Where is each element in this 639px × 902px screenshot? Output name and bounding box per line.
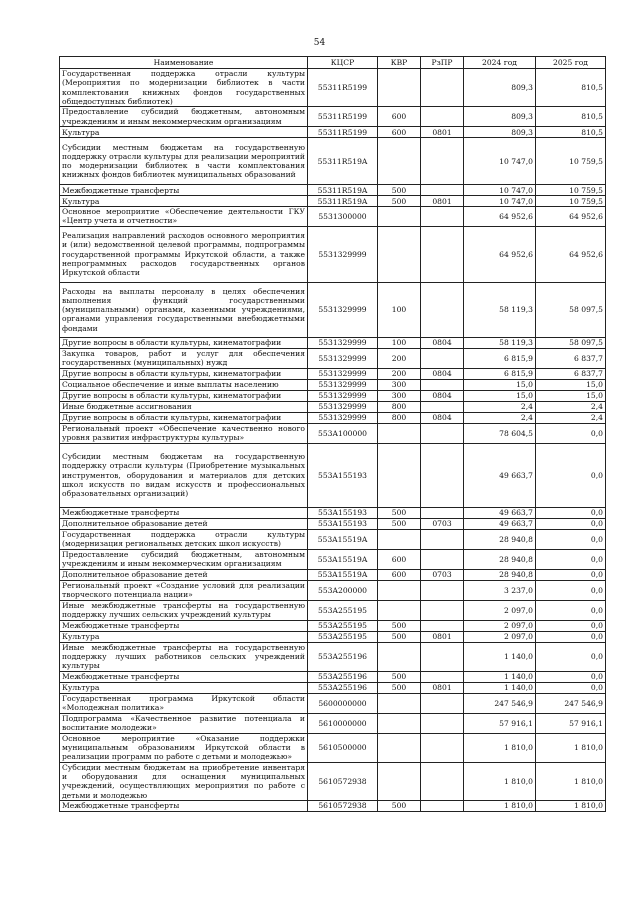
table-row bbox=[60, 507, 606, 518]
cell-kcsr: 5610000000 bbox=[308, 713, 378, 733]
cell-kcsr: 553A255196 bbox=[308, 682, 378, 693]
cell-kvr: 500 bbox=[378, 800, 421, 811]
table-row bbox=[60, 207, 606, 227]
table-row bbox=[60, 580, 606, 600]
table-header-row bbox=[60, 57, 606, 69]
cell-kvr bbox=[378, 207, 421, 227]
cell-2025: 0,0 bbox=[536, 580, 606, 600]
cell-2024: 1 140,0 bbox=[464, 671, 536, 682]
cell-kcsr: 5610572938 bbox=[308, 800, 378, 811]
cell-2024: 10 747,0 bbox=[464, 196, 536, 207]
cell-2024: 57 916,1 bbox=[464, 713, 536, 733]
cell-kcsr: 55311R5199 bbox=[308, 107, 378, 127]
cell-2024: 49 663,7 bbox=[464, 518, 536, 529]
cell-2025: 810,5 bbox=[536, 127, 606, 138]
cell-2025: 0,0 bbox=[536, 600, 606, 620]
cell-2024: 15,0 bbox=[464, 379, 536, 390]
cell-rzpr bbox=[421, 185, 464, 196]
cell-rzpr bbox=[421, 671, 464, 682]
cell-2025: 0,0 bbox=[536, 671, 606, 682]
cell-rzpr bbox=[421, 282, 464, 337]
cell-kvr bbox=[378, 762, 421, 800]
cell-name: Другие вопросы в области культуры, кинематографии bbox=[60, 368, 308, 379]
cell-rzpr: 0801 bbox=[421, 127, 464, 138]
cell-kvr: 500 bbox=[378, 185, 421, 196]
cell-kvr: 500 bbox=[378, 631, 421, 642]
cell-rzpr: 0801 bbox=[421, 196, 464, 207]
budget-table bbox=[59, 56, 606, 812]
cell-2025: 247 546,9 bbox=[536, 693, 606, 713]
cell-kcsr: 553A255195 bbox=[308, 600, 378, 620]
cell-name: Иные межбюджетные трансферты на государственную поддержку лучших сельских учреждений культуры bbox=[60, 600, 308, 620]
cell-kcsr: 5610572938 bbox=[308, 762, 378, 800]
cell-kvr: 500 bbox=[378, 620, 421, 631]
cell-rzpr: 0804 bbox=[421, 368, 464, 379]
cell-kcsr: 553A155193 bbox=[308, 507, 378, 518]
cell-2025: 0,0 bbox=[536, 443, 606, 507]
table-row bbox=[60, 713, 606, 733]
table-row bbox=[60, 518, 606, 529]
cell-rzpr bbox=[421, 733, 464, 762]
cell-kvr bbox=[378, 69, 421, 107]
cell-rzpr bbox=[421, 642, 464, 671]
cell-2025: 15,0 bbox=[536, 379, 606, 390]
cell-name: Культура bbox=[60, 631, 308, 642]
cell-kvr bbox=[378, 693, 421, 713]
table-row bbox=[60, 196, 606, 207]
cell-kvr bbox=[378, 138, 421, 185]
cell-kcsr: 5531329999 bbox=[308, 226, 378, 282]
cell-2024: 3 237,0 bbox=[464, 580, 536, 600]
table-row bbox=[60, 107, 606, 127]
cell-kvr: 200 bbox=[378, 348, 421, 368]
table-row bbox=[60, 69, 606, 107]
cell-kcsr: 553A155193 bbox=[308, 443, 378, 507]
cell-name: Межбюджетные трансферты bbox=[60, 800, 308, 811]
cell-kvr: 200 bbox=[378, 368, 421, 379]
table-row bbox=[60, 671, 606, 682]
cell-kcsr: 5531329999 bbox=[308, 348, 378, 368]
cell-2024: 6 815,9 bbox=[464, 368, 536, 379]
table-row bbox=[60, 529, 606, 549]
cell-kvr bbox=[378, 642, 421, 671]
cell-2025: 810,5 bbox=[536, 69, 606, 107]
cell-kcsr: 55311R5199 bbox=[308, 127, 378, 138]
table-row bbox=[60, 443, 606, 507]
cell-2025: 58 097,5 bbox=[536, 282, 606, 337]
cell-2025: 1 810,0 bbox=[536, 800, 606, 811]
cell-2024: 809,3 bbox=[464, 127, 536, 138]
cell-rzpr: 0804 bbox=[421, 337, 464, 348]
cell-kcsr: 5531329999 bbox=[308, 401, 378, 412]
cell-rzpr bbox=[421, 207, 464, 227]
cell-2025: 64 952,6 bbox=[536, 226, 606, 282]
table-row bbox=[60, 282, 606, 337]
cell-name: Региональный проект «Создание условий для реализации творческого потенциала нации» bbox=[60, 580, 308, 600]
cell-rzpr bbox=[421, 600, 464, 620]
table-row bbox=[60, 138, 606, 185]
table-row bbox=[60, 337, 606, 348]
table-row bbox=[60, 642, 606, 671]
cell-2024: 28 940,8 bbox=[464, 529, 536, 549]
cell-2025: 64 952,6 bbox=[536, 207, 606, 227]
cell-kcsr: 55311R519A bbox=[308, 196, 378, 207]
cell-2024: 809,3 bbox=[464, 107, 536, 127]
cell-rzpr: 0703 bbox=[421, 569, 464, 580]
table-row bbox=[60, 401, 606, 412]
cell-2024: 58 119,3 bbox=[464, 337, 536, 348]
cell-name: Государственная поддержка отрасли культуры (модернизация региональных детских школ искусств) bbox=[60, 529, 308, 549]
cell-2025: 0,0 bbox=[536, 620, 606, 631]
cell-kvr bbox=[378, 600, 421, 620]
cell-2024: 10 747,0 bbox=[464, 185, 536, 196]
cell-2025: 1 810,0 bbox=[536, 733, 606, 762]
cell-kvr: 800 bbox=[378, 401, 421, 412]
cell-name: Межбюджетные трансферты bbox=[60, 507, 308, 518]
cell-name: Предоставление субсидий бюджетным, автономным учреждениям и иным некоммерческим организациям bbox=[60, 549, 308, 569]
cell-rzpr bbox=[421, 620, 464, 631]
cell-rzpr bbox=[421, 693, 464, 713]
cell-rzpr bbox=[421, 69, 464, 107]
cell-name: Предоставление субсидий бюджетным, автономным учреждениям и иным некоммерческим организациям bbox=[60, 107, 308, 127]
cell-2025: 10 759,5 bbox=[536, 185, 606, 196]
cell-rzpr: 0703 bbox=[421, 518, 464, 529]
cell-kvr: 300 bbox=[378, 379, 421, 390]
cell-kcsr: 5531329999 bbox=[308, 390, 378, 401]
cell-name: Культура bbox=[60, 682, 308, 693]
cell-rzpr bbox=[421, 138, 464, 185]
cell-kvr: 100 bbox=[378, 337, 421, 348]
cell-name: Субсидии местным бюджетам на государственную поддержку отрасли культуры (Приобретение музыкальных инструментов, оборудования и материалов для детских школ искусств по видам искусств и профессиональных образовательных организаций) bbox=[60, 443, 308, 507]
cell-2024: 1 140,0 bbox=[464, 682, 536, 693]
cell-kvr bbox=[378, 733, 421, 762]
cell-kcsr: 553A255195 bbox=[308, 631, 378, 642]
cell-name: Другие вопросы в области культуры, кинематографии bbox=[60, 412, 308, 423]
cell-2024: 28 940,8 bbox=[464, 549, 536, 569]
page-number: 54 bbox=[313, 38, 326, 48]
cell-2025: 0,0 bbox=[536, 682, 606, 693]
cell-rzpr bbox=[421, 507, 464, 518]
cell-name: Иные бюджетные ассигнования bbox=[60, 401, 308, 412]
cell-kvr bbox=[378, 713, 421, 733]
table-row bbox=[60, 631, 606, 642]
cell-name: Социальное обеспечение и иные выплаты населению bbox=[60, 379, 308, 390]
table-row bbox=[60, 800, 606, 811]
cell-kvr: 800 bbox=[378, 412, 421, 423]
table-row bbox=[60, 549, 606, 569]
cell-kcsr: 5531329999 bbox=[308, 337, 378, 348]
cell-2025: 810,5 bbox=[536, 107, 606, 127]
cell-name: Другие вопросы в области культуры, кинематографии bbox=[60, 390, 308, 401]
cell-2024: 1 810,0 bbox=[464, 762, 536, 800]
cell-kvr bbox=[378, 529, 421, 549]
cell-rzpr bbox=[421, 401, 464, 412]
cell-kcsr: 55311R519A bbox=[308, 138, 378, 185]
cell-kvr bbox=[378, 580, 421, 600]
cell-2025: 6 837,7 bbox=[536, 368, 606, 379]
cell-kvr: 600 bbox=[378, 569, 421, 580]
cell-2025: 0,0 bbox=[536, 642, 606, 671]
cell-name: Закупка товаров, работ и услуг для обеспечения государственных (муниципальных) нужд bbox=[60, 348, 308, 368]
cell-kvr bbox=[378, 226, 421, 282]
cell-2024: 6 815,9 bbox=[464, 348, 536, 368]
cell-kvr: 500 bbox=[378, 507, 421, 518]
cell-kcsr: 5531300000 bbox=[308, 207, 378, 227]
cell-2025: 0,0 bbox=[536, 569, 606, 580]
cell-kcsr: 5531329999 bbox=[308, 282, 378, 337]
table-row bbox=[60, 390, 606, 401]
cell-2024: 15,0 bbox=[464, 390, 536, 401]
cell-name: Основное мероприятие «Обеспечение деятельности ГКУ «Центр учета и отчетности» bbox=[60, 207, 308, 227]
table-row bbox=[60, 569, 606, 580]
cell-kcsr: 5531329999 bbox=[308, 412, 378, 423]
table-row bbox=[60, 733, 606, 762]
cell-rzpr: 0801 bbox=[421, 631, 464, 642]
cell-kvr: 500 bbox=[378, 682, 421, 693]
cell-name: Дополнительное образование детей bbox=[60, 518, 308, 529]
cell-name: Культура bbox=[60, 127, 308, 138]
table-row bbox=[60, 379, 606, 390]
cell-2024: 78 604,5 bbox=[464, 423, 536, 443]
cell-name: Расходы на выплаты персоналу в целях обеспечения выполнения функций государственными (муниципальными) органами, казенными учреждениями, органами управления государственными внебюджетными фондами bbox=[60, 282, 308, 337]
cell-2024: 2,4 bbox=[464, 412, 536, 423]
header-kcsr: КЦСР bbox=[308, 57, 378, 69]
cell-kcsr: 5600000000 bbox=[308, 693, 378, 713]
cell-2024: 49 663,7 bbox=[464, 507, 536, 518]
cell-kvr: 500 bbox=[378, 196, 421, 207]
cell-name: Основное мероприятие «Оказание поддержки муниципальным образованиям Иркутской области в реализации программ по работе с детьми и молодежью» bbox=[60, 733, 308, 762]
table-row bbox=[60, 412, 606, 423]
cell-name: Иные межбюджетные трансферты на государственную поддержку лучших работников сельских учреждений культуры bbox=[60, 642, 308, 671]
table-row bbox=[60, 348, 606, 368]
cell-2024: 247 546,9 bbox=[464, 693, 536, 713]
table-body bbox=[60, 69, 606, 812]
table-row bbox=[60, 620, 606, 631]
cell-kcsr: 553A15519A bbox=[308, 529, 378, 549]
cell-2025: 0,0 bbox=[536, 423, 606, 443]
cell-2024: 10 747,0 bbox=[464, 138, 536, 185]
cell-kvr: 300 bbox=[378, 390, 421, 401]
cell-2024: 1 810,0 bbox=[464, 733, 536, 762]
table-row bbox=[60, 226, 606, 282]
cell-rzpr bbox=[421, 379, 464, 390]
cell-kvr bbox=[378, 423, 421, 443]
cell-rzpr: 0804 bbox=[421, 390, 464, 401]
cell-2025: 0,0 bbox=[536, 529, 606, 549]
table-row bbox=[60, 368, 606, 379]
cell-kvr: 600 bbox=[378, 107, 421, 127]
cell-kcsr: 5531329999 bbox=[308, 368, 378, 379]
cell-name: Региональный проект «Обеспечение качественно нового уровня развития инфраструктуры культуры» bbox=[60, 423, 308, 443]
cell-rzpr bbox=[421, 713, 464, 733]
cell-2024: 2 097,0 bbox=[464, 600, 536, 620]
cell-kcsr: 553A100000 bbox=[308, 423, 378, 443]
cell-2024: 49 663,7 bbox=[464, 443, 536, 507]
header-2024: 2024 год bbox=[464, 57, 536, 69]
header-2025: 2025 год bbox=[536, 57, 606, 69]
header-name: Наименование bbox=[60, 57, 308, 69]
cell-name: Государственная поддержка отрасли культуры (Мероприятия по модернизации библиотек в части комплектования книжных фондов государственных общедоступных библиотек) bbox=[60, 69, 308, 107]
cell-2025: 0,0 bbox=[536, 518, 606, 529]
cell-name: Дополнительное образование детей bbox=[60, 569, 308, 580]
cell-kcsr: 553A15519A bbox=[308, 549, 378, 569]
table-row bbox=[60, 600, 606, 620]
cell-kcsr: 55311R519A bbox=[308, 185, 378, 196]
cell-2024: 64 952,6 bbox=[464, 226, 536, 282]
cell-kcsr: 553A200000 bbox=[308, 580, 378, 600]
cell-rzpr bbox=[421, 423, 464, 443]
cell-name: Реализация направлений расходов основного мероприятия и (или) ведомственной целевой программы, подпрограммы государственной программы Иркутской области, а также непрограммных расходов государственных органов Иркутской области bbox=[60, 226, 308, 282]
cell-2025: 15,0 bbox=[536, 390, 606, 401]
header-rzpr: РзПР bbox=[421, 57, 464, 69]
cell-2024: 58 119,3 bbox=[464, 282, 536, 337]
table-row bbox=[60, 423, 606, 443]
cell-name: Подпрограмма «Качественное развитие потенциала и воспитание молодежи» bbox=[60, 713, 308, 733]
cell-kcsr: 553A15519A bbox=[308, 569, 378, 580]
table-row bbox=[60, 127, 606, 138]
cell-name: Межбюджетные трансферты bbox=[60, 620, 308, 631]
cell-2024: 28 940,8 bbox=[464, 569, 536, 580]
cell-2024: 2 097,0 bbox=[464, 631, 536, 642]
cell-name: Субсидии местным бюджетам на приобретение инвентаря и оборудования для оснащения муниципальных учреждений, осуществляющих мероприятия по работе с детьми и молодежью bbox=[60, 762, 308, 800]
cell-2024: 64 952,6 bbox=[464, 207, 536, 227]
cell-rzpr bbox=[421, 762, 464, 800]
cell-rzpr bbox=[421, 580, 464, 600]
cell-kvr: 100 bbox=[378, 282, 421, 337]
cell-2025: 0,0 bbox=[536, 507, 606, 518]
cell-kcsr: 55311R5199 bbox=[308, 69, 378, 107]
cell-2025: 57 916,1 bbox=[536, 713, 606, 733]
table-row bbox=[60, 693, 606, 713]
cell-kcsr: 5610500000 bbox=[308, 733, 378, 762]
cell-2024: 2 097,0 bbox=[464, 620, 536, 631]
cell-name: Межбюджетные трансферты bbox=[60, 185, 308, 196]
cell-kvr: 500 bbox=[378, 671, 421, 682]
cell-kvr: 600 bbox=[378, 549, 421, 569]
cell-rzpr bbox=[421, 529, 464, 549]
cell-2025: 1 810,0 bbox=[536, 762, 606, 800]
cell-2025: 6 837,7 bbox=[536, 348, 606, 368]
cell-kvr bbox=[378, 443, 421, 507]
cell-2025: 58 097,5 bbox=[536, 337, 606, 348]
cell-kcsr: 553A255195 bbox=[308, 620, 378, 631]
cell-rzpr bbox=[421, 549, 464, 569]
cell-name: Государственная программа Иркутской области «Молодежная политика» bbox=[60, 693, 308, 713]
cell-rzpr bbox=[421, 800, 464, 811]
cell-name: Другие вопросы в области культуры, кинематографии bbox=[60, 337, 308, 348]
cell-rzpr: 0804 bbox=[421, 412, 464, 423]
cell-kcsr: 553A255196 bbox=[308, 642, 378, 671]
table-row bbox=[60, 185, 606, 196]
cell-2025: 0,0 bbox=[536, 631, 606, 642]
cell-2025: 2,4 bbox=[536, 412, 606, 423]
cell-2024: 1 140,0 bbox=[464, 642, 536, 671]
cell-kcsr: 553A155193 bbox=[308, 518, 378, 529]
header-kvr: КВР bbox=[378, 57, 421, 69]
table-row bbox=[60, 682, 606, 693]
cell-2025: 10 759,5 bbox=[536, 196, 606, 207]
cell-name: Субсидии местным бюджетам на государственную поддержку отрасли культуры для реализации мероприятий по модернизации библиотек в части комплектования книжных фондов библиотек муниципальных образований bbox=[60, 138, 308, 185]
cell-2025: 10 759,5 bbox=[536, 138, 606, 185]
cell-kcsr: 5531329999 bbox=[308, 379, 378, 390]
cell-kvr: 500 bbox=[378, 518, 421, 529]
cell-rzpr bbox=[421, 107, 464, 127]
cell-kvr: 600 bbox=[378, 127, 421, 138]
cell-2025: 0,0 bbox=[536, 549, 606, 569]
cell-rzpr bbox=[421, 443, 464, 507]
cell-rzpr bbox=[421, 226, 464, 282]
cell-2024: 1 810,0 bbox=[464, 800, 536, 811]
cell-2024: 809,3 bbox=[464, 69, 536, 107]
cell-rzpr: 0801 bbox=[421, 682, 464, 693]
cell-name: Межбюджетные трансферты bbox=[60, 671, 308, 682]
cell-2025: 2,4 bbox=[536, 401, 606, 412]
cell-name: Культура bbox=[60, 196, 308, 207]
table-row bbox=[60, 762, 606, 800]
cell-rzpr bbox=[421, 348, 464, 368]
cell-kcsr: 553A255196 bbox=[308, 671, 378, 682]
cell-2024: 2,4 bbox=[464, 401, 536, 412]
